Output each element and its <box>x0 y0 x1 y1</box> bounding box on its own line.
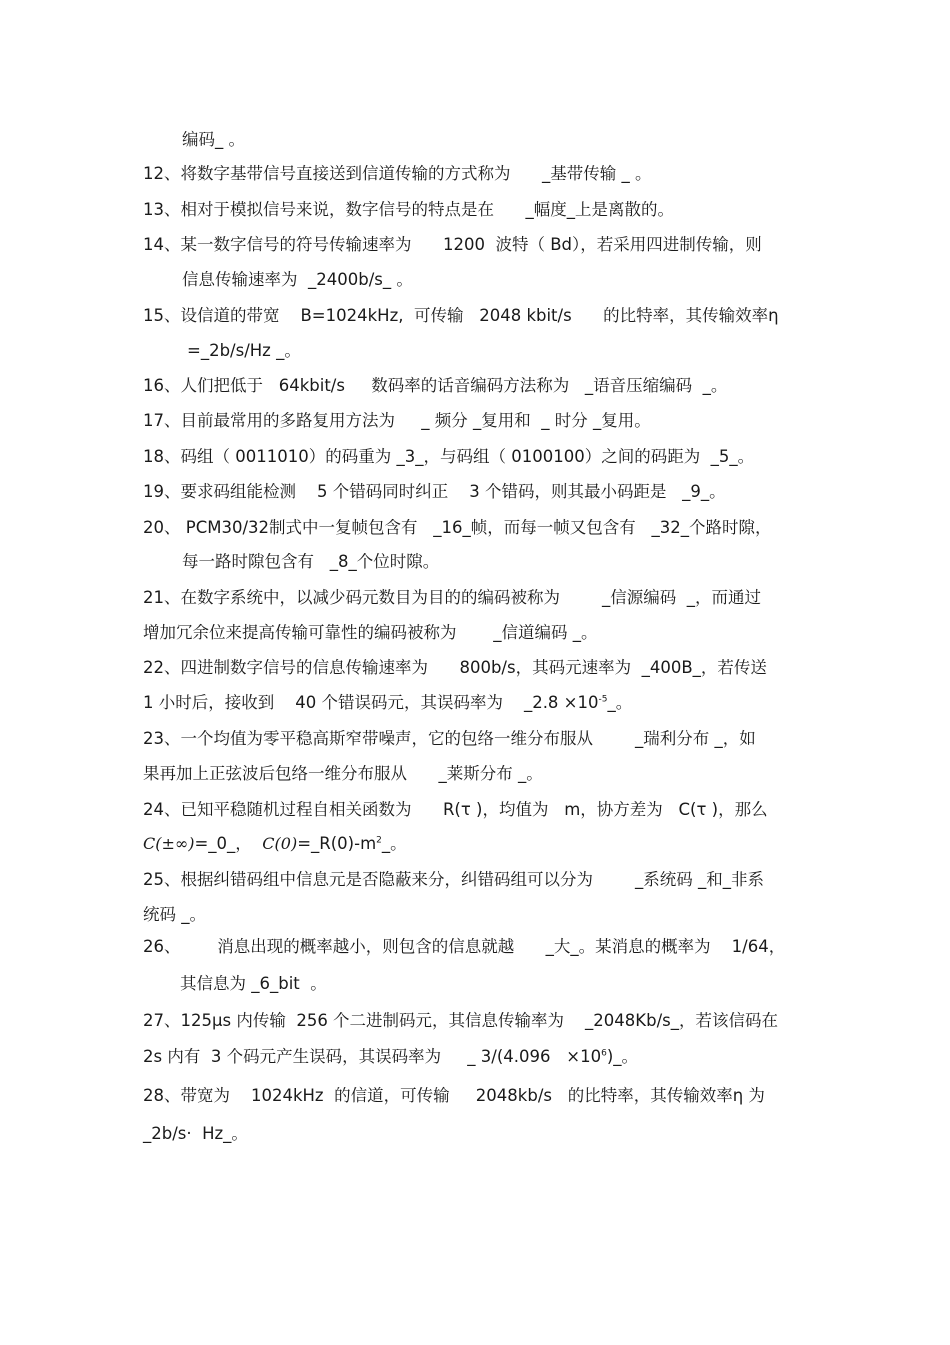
q24-text-c: _。 <box>381 834 407 853</box>
q13-text: 13、相对于模拟信号来说，数字信号的特点是在 _幅度_上是离散的。 <box>143 200 674 219</box>
q22-text-a: 1 小时后，接收到 40 个错误码元，其误码率为 _2.8 ×10 <box>143 693 599 712</box>
q17-text: 17、目前最常用的多路复用方法为 _ 频分 _复用和 _ 时分 _复用。 <box>143 411 651 430</box>
q27-text-b: )_。 <box>606 1047 638 1066</box>
q24-continuation <box>143 834 407 854</box>
q18-text: 18、码组（ 0011010）的码重为 _3_，与码组（ 0100100）之间的码距为 _5_。 <box>143 447 755 466</box>
q12-text: 12、将数字基带信号直接送到信道传输的方式称为 _基带传输 _ 。 <box>143 164 652 183</box>
q14-continuation: 信息传输速率为 _2400b/s_ 。 <box>182 270 413 289</box>
q27-text-a: 2s 内有 3 个码元产生误码，其误码率为 _ 3/(4.096 ×10 <box>143 1047 602 1066</box>
q25-text: 25、根据纠错码组中信息元是否隐蔽来分，纠错码组可以分为 _系统码 _和_非系 <box>143 870 764 889</box>
q24-formula-c-infinity: C(±∞) <box>143 834 195 853</box>
q23-continuation: 果再加上正弦波后包络一维分布服从 _莱斯分布 _。 <box>143 764 543 783</box>
q19-text: 19、要求码组能检测 5 个错码同时纠正 3 个错码，则其最小码距是 _9_。 <box>143 482 726 501</box>
q26-text: 26、 消息出现的概率越小，则包含的信息就越 _大_。某消息的概率为 1/64， <box>143 937 786 956</box>
q28-text: 28、带宽为 1024kHz 的信道，可传输 2048kb/s 的比特率，其传输效率η 为 <box>143 1086 765 1105</box>
q24-text-b: =_R(0)-m <box>297 834 377 853</box>
q27-exponent: 6 <box>601 1048 607 1059</box>
q21-continuation: 增加冗余位来提高传输可靠性的编码被称为 _信道编码 _。 <box>143 623 598 642</box>
q24-text: 24、已知平稳随机过程自相关函数为 R(τ )，均值为 m，协方差为 C(τ )，那么 <box>143 800 768 819</box>
q16-text: 16、人们把低于 64kbit/s 数码率的话音编码方法称为 _语音压缩编码 _。 <box>143 376 728 395</box>
q15-continuation: =_2b/s/Hz _。 <box>187 341 301 360</box>
q27-continuation <box>143 1047 638 1067</box>
q27-text: 27、125μs 内传输 256 个二进制码元，其信息传输率为 _2048Kb/s_，若该信码在 <box>143 1011 778 1030</box>
q24-text-a: =_0_， <box>194 834 252 853</box>
q11-continuation: 编码_ 。 <box>182 130 245 149</box>
q22-continuation <box>143 693 632 713</box>
q20-continuation: 每一路时隙包含有 _8_个位时隙。 <box>182 552 440 571</box>
q22-text-b: _。 <box>607 693 633 712</box>
q23-text: 23、一个均值为零平稳高斯窄带噪声，它的包络一维分布服从 _瑞利分布 _，如 <box>143 729 756 748</box>
q22-text: 22、四进制数字信号的信息传输速率为 800b/s，其码元速率为 _400B_，若传送 <box>143 658 767 677</box>
q22-exponent: -5 <box>598 694 608 705</box>
q26-continuation: 其信息为 _6_bit 。 <box>180 974 327 993</box>
q24-formula-c-zero: C(0) <box>262 834 298 853</box>
q24-exponent: 2 <box>376 835 382 846</box>
q20-text: 20、 PCM30/32制式中一复帧包含有 _16_帧，而每一帧又包含有 _32_个路时隙， <box>143 518 772 537</box>
q28-continuation: _2b/s· Hz_。 <box>143 1124 248 1143</box>
q21-text: 21、在数字系统中，以减少码元数目为目的的编码被称为 _信源编码 _，而通过 <box>143 588 761 607</box>
q15-text: 15、设信道的带宽 B=1024kHz, 可传输 2048 kbit/s 的比特率，其传输效率η <box>143 306 779 325</box>
q14-text: 14、某一数字信号的符号传输速率为 1200 波特（ Bd），若采用四进制传输，则 <box>143 235 762 254</box>
q25-continuation: 统码 _。 <box>143 905 206 924</box>
